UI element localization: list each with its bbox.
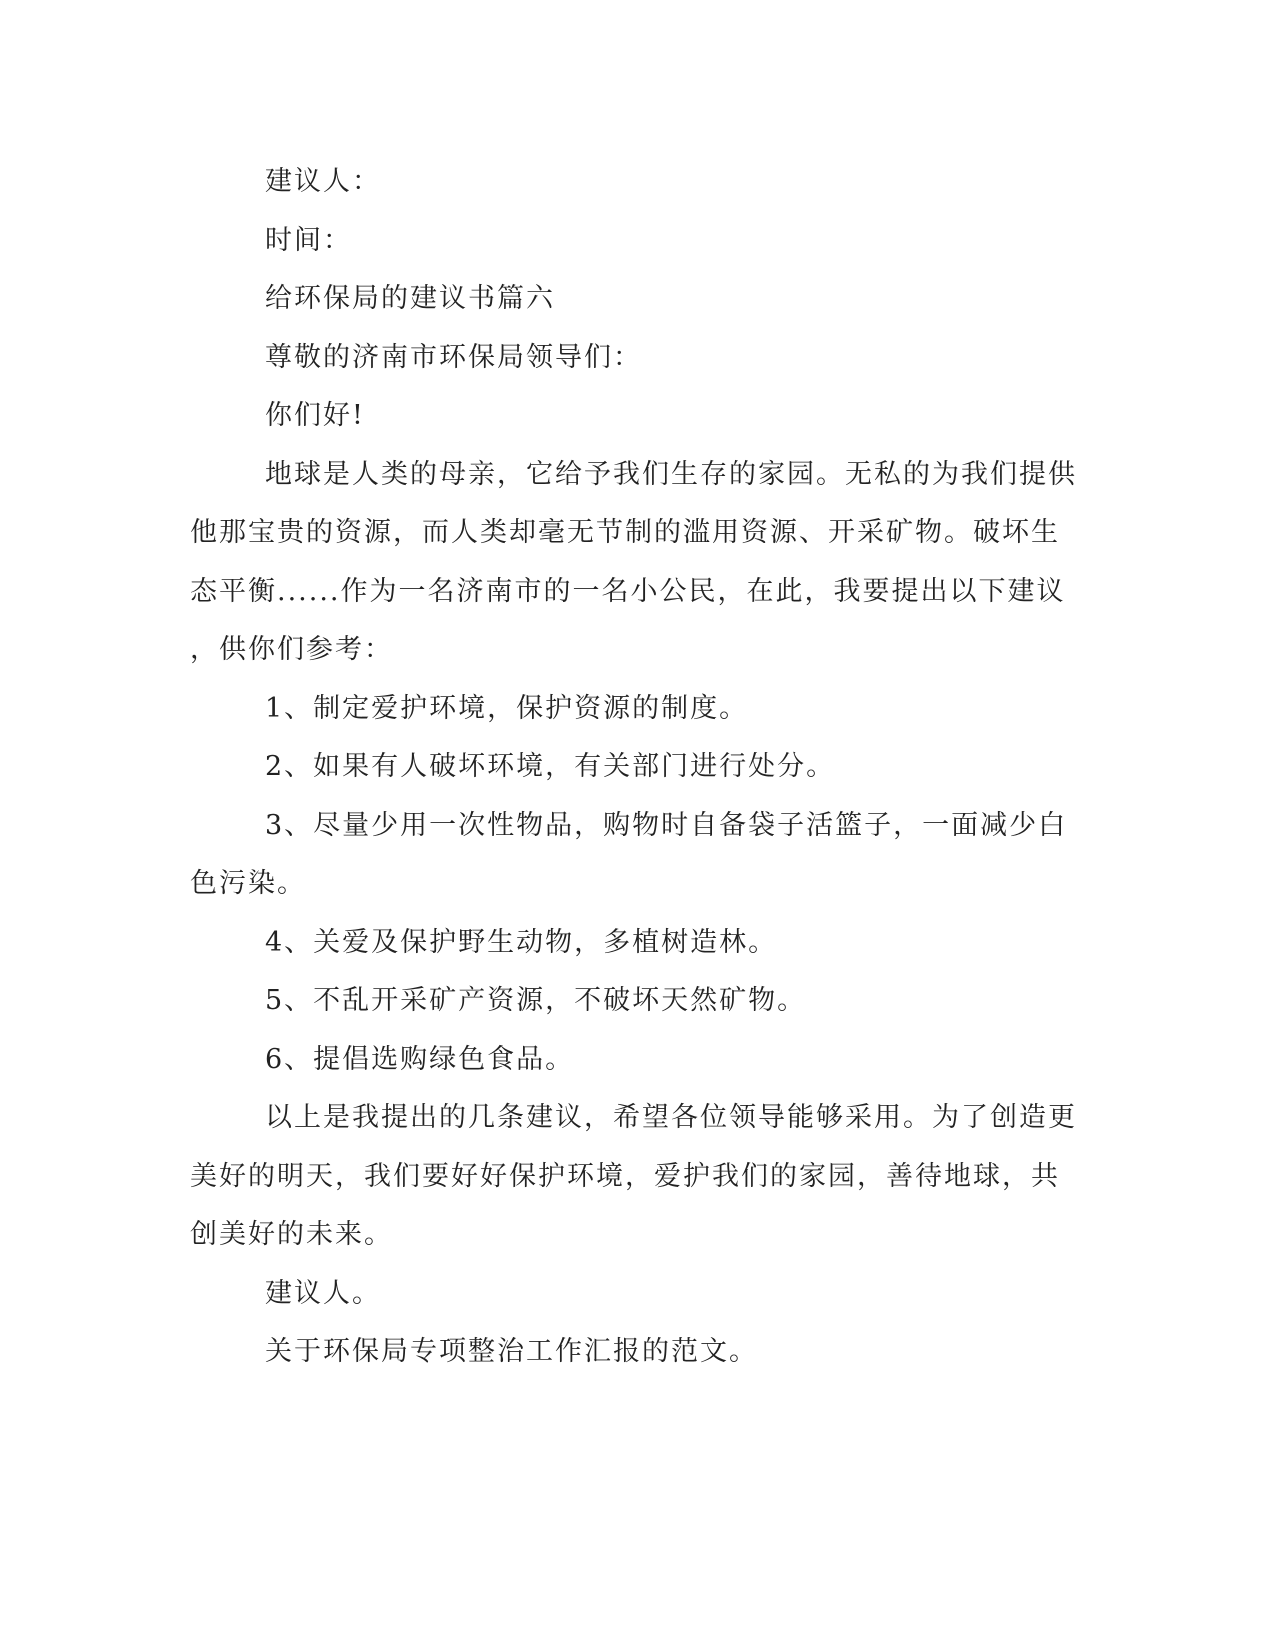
section-title: 给环保局的建议书篇六: [265, 283, 555, 314]
paragraph-line: 地球是人类的母亲，它给予我们生存的家园。无私的为我们提供: [265, 459, 1077, 490]
list-item: 6、提倡选购绿色食品。: [265, 1044, 575, 1075]
list-item: 2、如果有人破坏环境，有关部门进行处分。: [265, 751, 836, 782]
salutation: 尊敬的济南市环保局领导们：: [265, 342, 642, 373]
list-item: 4、关爱及保护野生动物，多植树造林。: [265, 927, 778, 958]
list-item: 5、不乱开采矿产资源，不破坏天然矿物。: [265, 985, 807, 1016]
paragraph-line: 创美好的未来。: [190, 1219, 393, 1250]
closing-line: 关于环保局专项整治工作汇报的范文。: [265, 1336, 758, 1367]
greeting: 你们好!: [265, 400, 365, 431]
paragraph-line: 态平衡......作为一名济南市的一名小公民，在此，我要提出以下建议: [190, 576, 1066, 607]
paragraph-line: 以上是我提出的几条建议，希望各位领导能够采用。为了创造更: [265, 1102, 1077, 1133]
paragraph-line: 美好的明天，我们要好好保护环境，爱护我们的家园，善待地球，共: [190, 1161, 1060, 1192]
list-item: 1、制定爱护环境，保护资源的制度。: [265, 693, 749, 724]
signature-label: 建议人。: [265, 1278, 381, 1309]
paragraph-line: 他那宝贵的资源，而人类却毫无节制的滥用资源、开采矿物。破坏生: [190, 517, 1060, 548]
list-item: 3、尽量少用一次性物品，购物时自备袋子活篮子，一面减少白: [265, 810, 1068, 841]
date-label: 时间：: [265, 225, 352, 256]
proposer-label: 建议人：: [265, 166, 381, 197]
list-item-continuation: 色污染。: [190, 868, 306, 899]
paragraph-line: ，供你们参考：: [190, 634, 393, 665]
